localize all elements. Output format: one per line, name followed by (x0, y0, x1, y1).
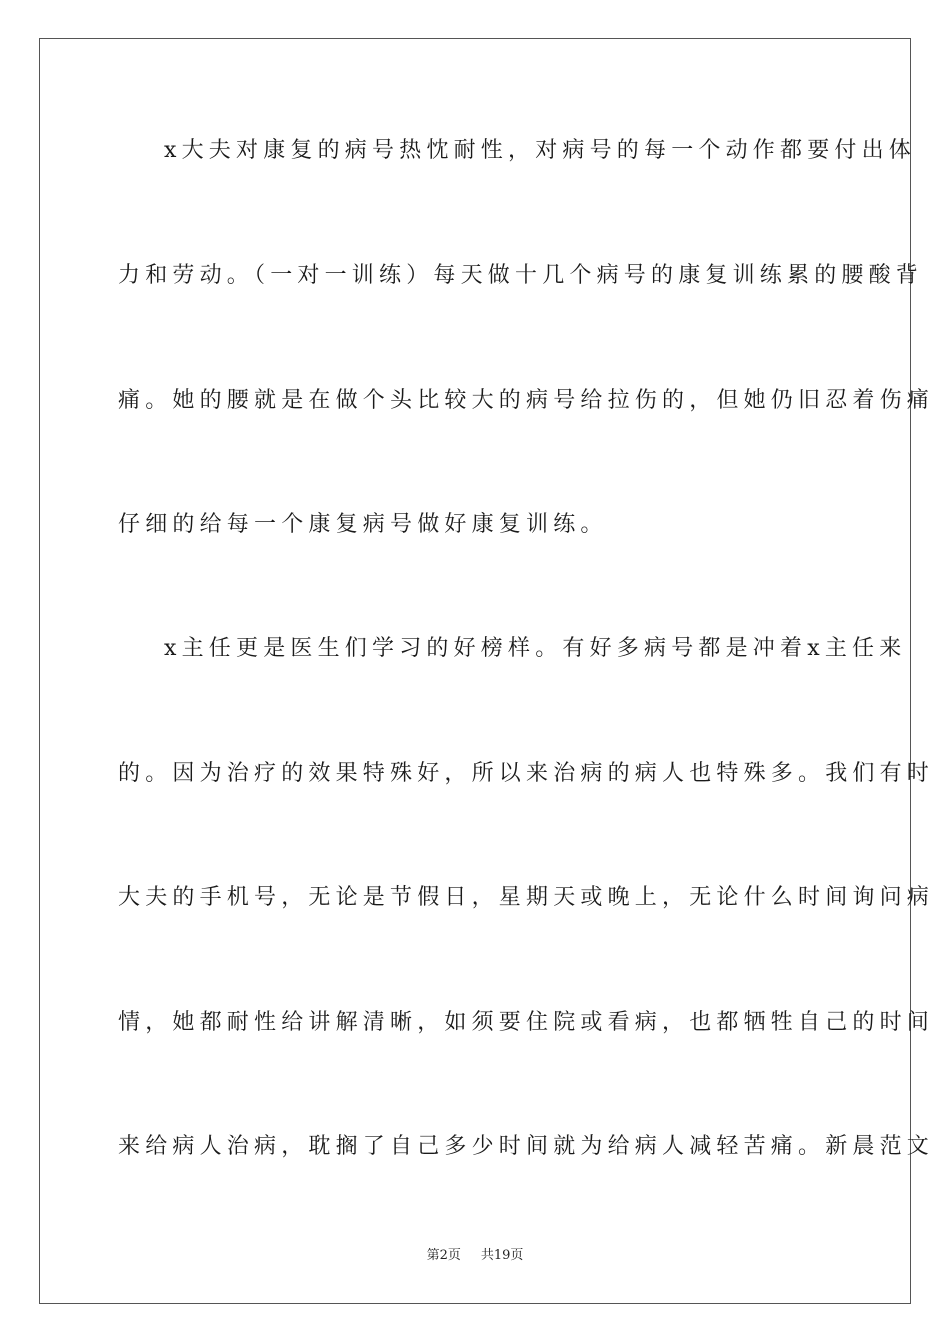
paragraph-2-line-4: 情，她都耐性给讲解清晰，如须要住院或看病，也都牺牲自己的时间 (118, 1010, 935, 1035)
paragraph-2-line-1: x主任更是医生们学习的好榜样。有好多病号都是冲着x主任来 (164, 636, 907, 661)
total-pages-label: 共19页 (480, 1248, 524, 1263)
page-footer (0, 1247, 950, 1265)
paragraph-1-line-2: 力和劳动。（一对一训练）每天做十几个病号的康复训练累的腰酸背 (118, 263, 924, 288)
paragraph-2-line-3: 大夫的手机号，无论是节假日，星期天或晚上，无论什么时间询问病 (118, 885, 935, 910)
paragraph-2-line-2: 的。因为治疗的效果特殊好，所以来治病的病人也特殊多。我们有时 (118, 761, 935, 786)
paragraph-1-line-4: 仔细的给每一个康复病号做好康复训练。 (118, 512, 608, 537)
paragraph-1-line-3: 痛。她的腰就是在做个头比较大的病号给拉伤的，但她仍旧忍着伤痛 (118, 388, 935, 413)
current-page-label: 第2页 (426, 1248, 461, 1263)
paragraph-2-line-5: 来给病人治病，耽搁了自己多少时间就为给病人减轻苦痛。新晨范文 (118, 1134, 935, 1159)
page-border (39, 38, 935, 1304)
paragraph-1-line-1: x大夫对康复的病号热忱耐性，对病号的每一个动作都要付出体 (164, 138, 917, 163)
